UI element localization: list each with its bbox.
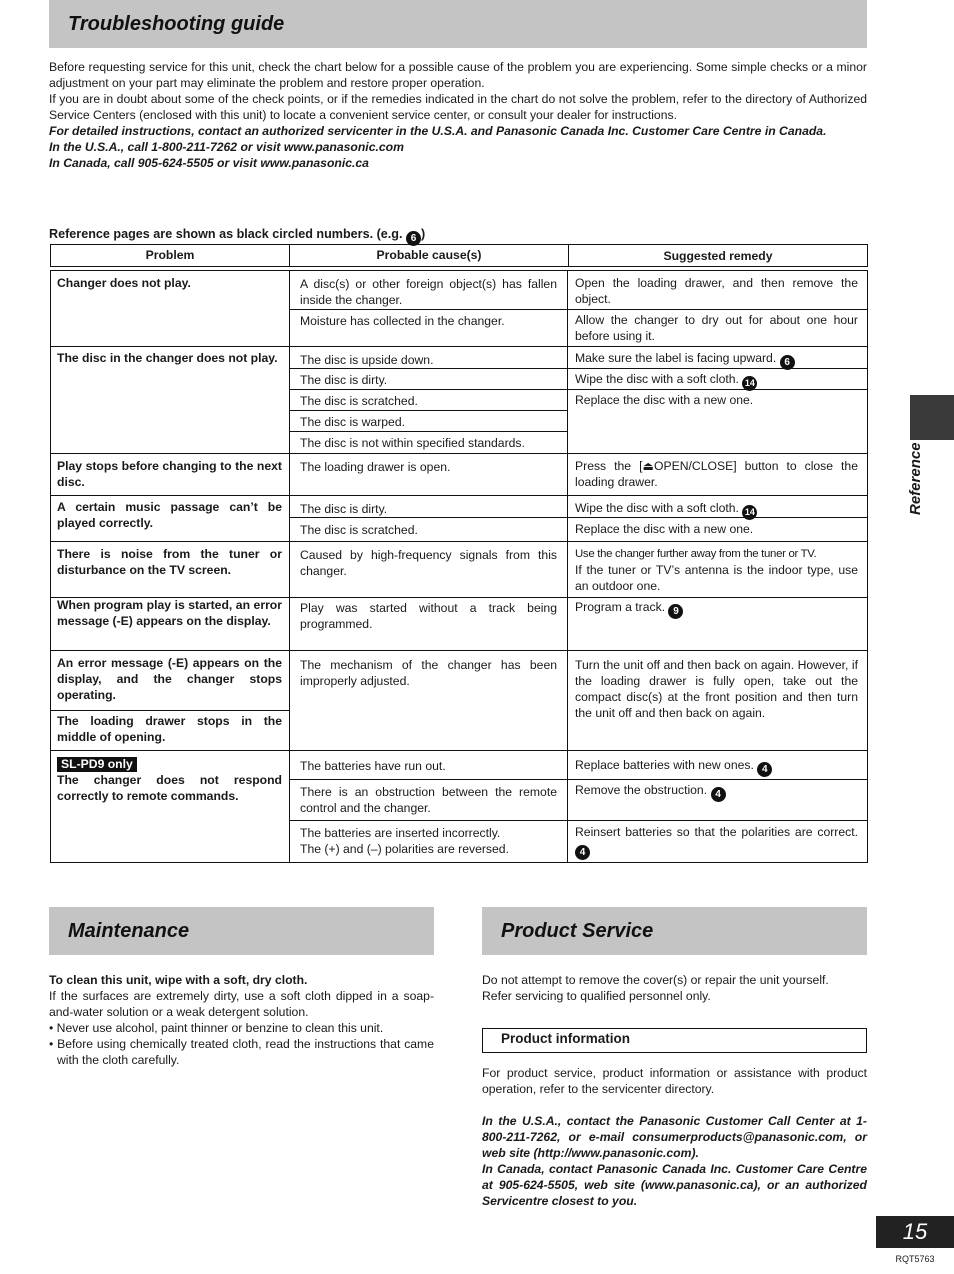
cause-upside-down: The disc is upside down. [300,353,434,367]
problem-remote [57,756,282,804]
reference-note-end: ) [420,227,426,241]
cause-batteries-incorrect [300,825,557,857]
remedy-power-cycle: Turn the unit off and then back on again. However, if the loading drawer is fully open, take out the compact disc(s) at the front position and then turn the unit off and then back on again. [575,658,858,720]
eject-icon: ⏏ [642,459,654,473]
remedy-replace-disc-2: Replace the disc with a new one. [575,522,754,536]
cause-disc-scratched-2: The disc is scratched. [300,523,418,537]
intro-contact-note: For detailed instructions, contact an authorized servicenter in the U.S.A. and Panasonic Canada Inc. Customer Care Centre in Canada. [49,124,827,138]
remedy-close-drawer [575,458,858,490]
troubleshooting-intro [49,59,867,171]
problem-changer-not-play: Changer does not play. [57,276,191,290]
service-body [482,972,867,1004]
service-title: Product Service [501,920,654,942]
remedy-reinsert-batteries-text: Reinsert batteries so that the polarities are correct. [575,825,858,839]
remedy-replace-disc: Replace the disc with a new one. [575,393,754,407]
side-label-reference: Reference [907,442,924,515]
page-ref-icon: 4 [575,845,590,860]
problem-program-error: When program play is started, an error message (-E) appears on the display. [57,598,282,628]
problem-disc-not-play: The disc in the changer does not play. [57,351,278,365]
remedy-replace-batteries-text: Replace batteries with new ones. [575,758,754,772]
product-info-title: Product information [501,1031,630,1046]
cause-nonstandard-disc: The disc is not within specified standards. [300,436,525,450]
remedy-close-drawer-post: OPEN/CLOSE] button to close the loading drawer. [575,459,858,489]
intro-canada-contact: In Canada, call 905-624-5505 or visit www.panasonic.ca [49,156,369,170]
remedy-wipe-disc-text: Wipe the disc with a soft cloth. [575,372,739,386]
problem-drawer-stops: The loading drawer stops in the middle of opening. [57,714,282,744]
remedy-label-upward [575,350,858,370]
page-ref-icon: 9 [668,604,683,619]
cause-batteries-incorrect-2: The (+) and (–) polarities are reversed. [300,842,509,856]
remedy-wipe-disc [575,371,858,391]
page-ref-icon: 4 [711,787,726,802]
product-info-body [482,1065,867,1209]
intro-usa-contact: In the U.S.A., call 1-800-211-7262 or visit www.panasonic.com [49,140,404,154]
troubleshooting-title: Troubleshooting guide [68,13,285,35]
column-header-problem: Problem [145,248,195,262]
remedy-remove-obstruction [575,782,858,802]
product-info-canada: In Canada, contact Panasonic Canada Inc. Customer Care Centre at 905-624-5505, web site (www.panasonic.ca), or an authorized Servicentre closest to you. [482,1162,867,1208]
side-tab-marker [910,395,954,440]
service-text-1: Do not attempt to remove the cover(s) or repair the unit yourself. [482,973,829,987]
maintenance-text: If the surfaces are extremely dirty, use a soft cloth dipped in a soap-and-water solution or a weak detergent solution. [49,989,434,1019]
remedy-wipe-disc-2 [575,500,858,520]
remedy-remove-object: Open the loading drawer, and then remove the object. [575,276,858,306]
reference-note [49,226,867,246]
problem-music-passage: A certain music passage can’t be played correctly. [57,500,282,530]
remedy-move-away [575,546,858,594]
remedy-outdoor-antenna: If the tuner or TV’s antenna is the indoor type, use an outdoor one. [575,563,858,593]
maintenance-bullet-1: • Never use alcohol, paint thinner or benzine to clean this unit. [49,1021,384,1035]
page-ref-icon: 14 [742,376,757,391]
service-text-2: Refer servicing to qualified personnel only. [482,989,711,1003]
intro-paragraph-2: If you are in doubt about some of the check points, or if the remedies indicated in the chart do not solve the problem, refer to the directory of Authorized Service Centers (enclosed with this unit) to locate a convenient service center, or consult your dealer for instructions. [49,92,867,122]
page-ref-icon: 4 [757,762,772,777]
remedy-replace-batteries [575,757,858,777]
cause-obstruction: There is an obstruction between the remote control and the changer. [300,785,557,815]
cause-disc-warped: The disc is warped. [300,415,405,429]
product-info-box [482,1028,867,1053]
column-header-cause: Probable cause(s) [376,248,482,262]
remedy-program-track [575,599,858,619]
cause-drawer-open: The loading drawer is open. [300,460,451,474]
remedy-move-away-text: Use the changer further away from the tuner or TV. [575,548,817,560]
remedy-reinsert-batteries [575,824,858,860]
cause-batteries-out: The batteries have run out. [300,759,446,773]
column-header-remedy: Suggested remedy [663,249,773,263]
maintenance-body [49,972,434,1068]
model-badge: SL-PD9 only [57,757,137,772]
intro-paragraph-1: Before requesting service for this unit, check the chart below for a possible cause of the problem you are experiencing. Some simple checks or a minor adjustment on your part may eliminate the problem and restore proper operation. [49,60,867,90]
cause-disc-dirty-2: The disc is dirty. [300,502,388,516]
maintenance-title: Maintenance [68,920,190,942]
problem-remote-text: The changer does not respond correctly to remote commands. [57,773,282,803]
remedy-wipe-disc-2-text: Wipe the disc with a soft cloth. [575,501,739,515]
reference-note-text: Reference pages are shown as black circled numbers. (e.g. [49,227,403,241]
cause-high-frequency: Caused by high-frequency signals from this changer. [300,548,557,578]
reference-circle-icon: 6 [406,231,421,246]
page-number: 15 [876,1216,954,1248]
cause-foreign-object: A disc(s) or other foreign object(s) has fallen inside the changer. [300,277,557,307]
remedy-dry-out: Allow the changer to dry out for about one hour before using it. [575,313,858,343]
page-ref-icon: 14 [742,505,757,520]
cause-mechanism-misadjusted: The mechanism of the changer has been improperly adjusted. [300,658,557,688]
table-header [50,244,868,267]
product-info-usa: In the U.S.A., contact the Panasonic Customer Call Center at 1-800-211-7262, or e-mail consumerproducts@panasonic.com, or web site (http://www.panasonic.com). [482,1114,867,1160]
page-ref-icon: 6 [780,355,795,370]
problem-tuner-noise: There is noise from the tuner or disturbance on the TV screen. [57,547,282,577]
cause-batteries-incorrect-1: The batteries are inserted incorrectly. [300,826,501,840]
maintenance-bullet-2: • Before using chemically treated cloth, read the instructions that came with the cloth carefully. [49,1037,434,1067]
cause-no-track-programmed: Play was started without a track being programmed. [300,601,557,631]
product-info-text: For product service, product information or assistance with product operation, refer to the servicenter directory. [482,1066,867,1096]
remedy-remove-obstruction-text: Remove the obstruction. [575,783,708,797]
maintenance-lead: To clean this unit, wipe with a soft, dry cloth. [49,973,308,987]
problem-error-stops: An error message (-E) appears on the display, and the changer stops operating. [57,656,282,702]
remedy-program-track-text: Program a track. [575,600,666,614]
cause-disc-scratched: The disc is scratched. [300,394,418,408]
problem-play-stops: Play stops before changing to the next disc. [57,459,282,489]
cause-disc-dirty: The disc is dirty. [300,373,388,387]
document-code: RQT5763 [895,1254,935,1264]
cause-moisture: Moisture has collected in the changer. [300,314,505,328]
remedy-label-upward-text: Make sure the label is facing upward. [575,351,777,365]
remedy-close-drawer-pre: Press the [ [575,459,643,473]
